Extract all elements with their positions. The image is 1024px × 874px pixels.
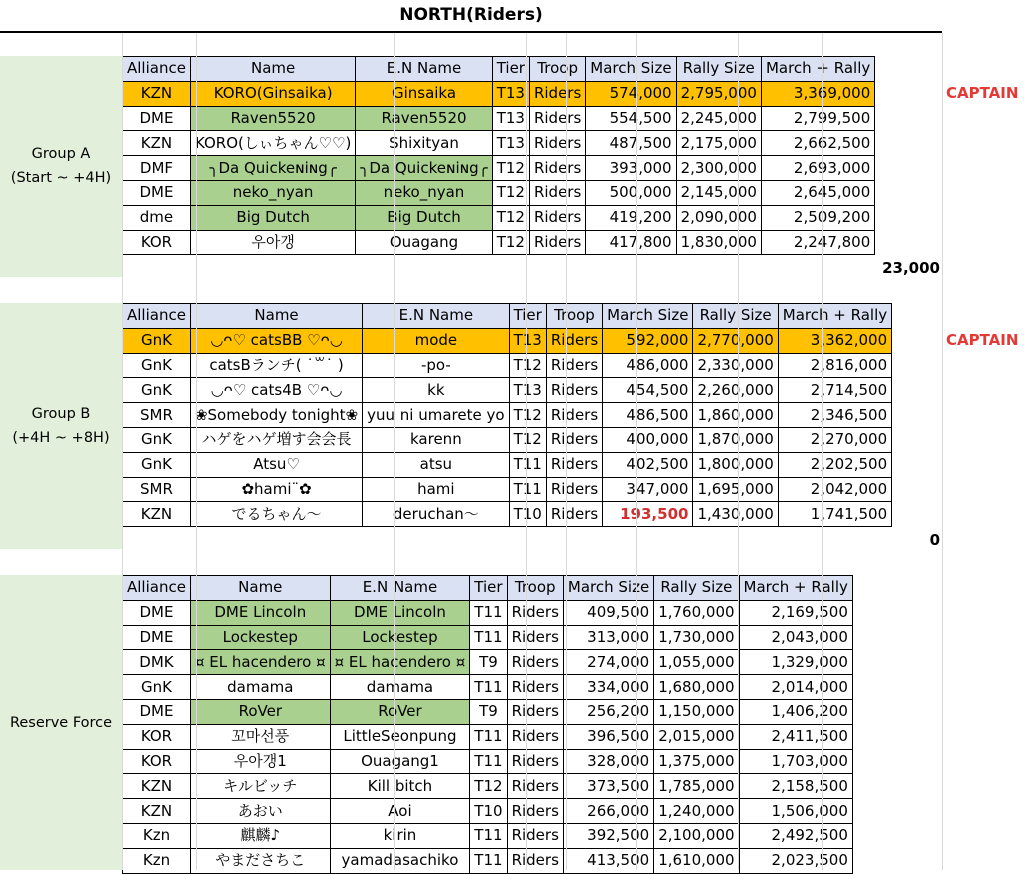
cell-name[interactable]: ◡ᴖ♡ catsBB ♡ᴖ◡: [190, 328, 362, 353]
cell-sum[interactable]: 2,346,500: [778, 403, 891, 428]
cell-rally[interactable]: 1,695,000: [693, 477, 778, 502]
cell-troop[interactable]: Riders: [507, 774, 563, 799]
header-row: [123, 304, 892, 329]
cell-name[interactable]: ╮Da Quickeɴiɴg╭: [190, 156, 355, 181]
cell-en[interactable]: Ouagang1: [330, 749, 470, 774]
cell-en[interactable]: -po-: [363, 353, 509, 378]
table-row[interactable]: [123, 131, 875, 156]
cell-rally[interactable]: 1,800,000: [693, 452, 778, 477]
roster-table: [122, 575, 853, 874]
cell-troop[interactable]: Riders: [546, 477, 602, 502]
cell-alliance[interactable]: GnK: [123, 452, 191, 477]
column-header[interactable]: Tier: [509, 304, 546, 329]
column-header[interactable]: Name: [190, 304, 362, 329]
cell-troop[interactable]: Riders: [546, 328, 602, 353]
cell-en[interactable]: Lockestep: [330, 625, 470, 650]
table-row[interactable]: [123, 823, 853, 848]
cell-sum[interactable]: 1,703,000: [739, 749, 852, 774]
cell-tier[interactable]: T13: [492, 106, 529, 131]
gridline: [394, 33, 395, 870]
cell-alliance[interactable]: GnK: [123, 427, 191, 452]
cell-rally[interactable]: 2,770,000: [693, 328, 778, 353]
cell-en[interactable]: RoVer: [330, 699, 470, 724]
cell-tier[interactable]: T11: [509, 452, 546, 477]
cell-troop[interactable]: Riders: [529, 81, 585, 106]
table-row[interactable]: [123, 699, 853, 724]
gridline: [822, 33, 823, 870]
cell-alliance[interactable]: DMK: [123, 650, 191, 675]
cell-en[interactable]: kirin: [330, 823, 470, 848]
cell-en[interactable]: karenn: [363, 427, 509, 452]
cell-tier[interactable]: T11: [470, 625, 507, 650]
cell-march[interactable]: 574,000: [586, 81, 676, 106]
cell-name[interactable]: でるちゃん〜: [190, 502, 362, 527]
column-header[interactable]: Rally Size: [693, 304, 778, 329]
cell-alliance[interactable]: KZN: [123, 799, 191, 824]
cell-en[interactable]: deruchan〜: [363, 502, 509, 527]
cell-name[interactable]: Big Dutch: [190, 205, 355, 230]
cell-troop[interactable]: Riders: [507, 650, 563, 675]
cell-sum[interactable]: 2,816,000: [778, 353, 891, 378]
column-header[interactable]: Name: [190, 57, 355, 82]
gridline: [526, 33, 527, 870]
cell-alliance[interactable]: KOR: [123, 724, 191, 749]
cell-sum[interactable]: 1,506,000: [739, 799, 852, 824]
table-row[interactable]: [123, 205, 875, 230]
cell-march[interactable]: 486,000: [603, 353, 693, 378]
cell-tier[interactable]: T12: [492, 156, 529, 181]
cell-alliance[interactable]: GnK: [123, 328, 191, 353]
cell-name[interactable]: ❀Somebody tonight❀: [190, 403, 362, 428]
table-row[interactable]: [123, 353, 892, 378]
cell-rally[interactable]: 1,760,000: [654, 600, 739, 625]
cell-alliance[interactable]: DME: [123, 600, 191, 625]
cell-march[interactable]: 266,000: [563, 799, 653, 824]
table-row[interactable]: [123, 774, 853, 799]
cell-rally[interactable]: 1,240,000: [654, 799, 739, 824]
column-header[interactable]: E.N Name: [363, 304, 509, 329]
cell-rally[interactable]: 1,785,000: [654, 774, 739, 799]
cell-march[interactable]: 396,500: [563, 724, 653, 749]
cell-en[interactable]: Ouagang: [356, 230, 492, 255]
cell-name[interactable]: Raven5520: [190, 106, 355, 131]
column-header[interactable]: March Size: [563, 576, 653, 601]
table-row[interactable]: [123, 675, 853, 700]
cell-alliance[interactable]: GnK: [123, 353, 191, 378]
table-row[interactable]: [123, 378, 892, 403]
cell-name[interactable]: やまださちこ: [190, 848, 330, 873]
cell-sum[interactable]: 2,714,500: [778, 378, 891, 403]
cell-troop[interactable]: Riders: [546, 378, 602, 403]
table-row[interactable]: [123, 650, 853, 675]
cell-name[interactable]: 우아갱1: [190, 749, 330, 774]
cell-march[interactable]: 500,000: [586, 180, 676, 205]
cell-troop[interactable]: Riders: [507, 724, 563, 749]
cell-sum[interactable]: 2,645,000: [761, 180, 874, 205]
cell-name[interactable]: キルビッチ: [190, 774, 330, 799]
cell-rally[interactable]: 2,100,000: [654, 823, 739, 848]
cell-sum[interactable]: 2,662,500: [761, 131, 874, 156]
table-row[interactable]: [123, 403, 892, 428]
cell-alliance[interactable]: GnK: [123, 675, 191, 700]
cell-tier[interactable]: T9: [470, 650, 507, 675]
cell-march[interactable]: 417,800: [586, 230, 676, 255]
cell-name[interactable]: ハゲをハゲ増す会会長: [190, 427, 362, 452]
cell-rally[interactable]: 2,145,000: [676, 180, 761, 205]
table-row[interactable]: [123, 749, 853, 774]
group-total[interactable]: 23,000: [882, 259, 940, 278]
cell-tier[interactable]: T12: [509, 403, 546, 428]
column-header[interactable]: Tier: [470, 576, 507, 601]
cell-march[interactable]: 419,200: [586, 205, 676, 230]
cell-rally[interactable]: 1,150,000: [654, 699, 739, 724]
cell-troop[interactable]: Riders: [529, 156, 585, 181]
table-row[interactable]: [123, 502, 892, 527]
cell-march[interactable]: 413,500: [563, 848, 653, 873]
column-header[interactable]: Name: [190, 576, 330, 601]
cell-troop[interactable]: Riders: [507, 699, 563, 724]
cell-march[interactable]: 400,000: [603, 427, 693, 452]
cell-rally[interactable]: 2,795,000: [676, 81, 761, 106]
group-label-text: Group B (+4H ~ +8H): [12, 405, 110, 446]
cell-troop[interactable]: Riders: [529, 106, 585, 131]
cell-en[interactable]: DME Lincoln: [330, 600, 470, 625]
cell-sum[interactable]: 3,369,000: [761, 81, 874, 106]
cell-en[interactable]: Raven5520: [356, 106, 492, 131]
cell-en[interactable]: atsu: [363, 452, 509, 477]
cell-tier[interactable]: T9: [470, 699, 507, 724]
gridline: [738, 33, 739, 870]
group-label-text: Reserve Force: [9, 714, 113, 731]
cell-march[interactable]: 486,500: [603, 403, 693, 428]
cell-alliance[interactable]: KZN: [123, 131, 191, 156]
column-header[interactable]: E.N Name: [330, 576, 470, 601]
column-header[interactable]: Troop: [546, 304, 602, 329]
cell-sum[interactable]: 3,362,000: [778, 328, 891, 353]
cell-en[interactable]: yuu ni umarete yo: [363, 403, 509, 428]
cell-tier[interactable]: T11: [470, 823, 507, 848]
table-row[interactable]: [123, 799, 853, 824]
cell-rally[interactable]: 1,055,000: [654, 650, 739, 675]
group-label-text: Group A (Start ~ +4H): [10, 146, 112, 187]
cell-troop[interactable]: Riders: [529, 230, 585, 255]
cell-name[interactable]: 꼬마선풍: [190, 724, 330, 749]
cell-en[interactable]: Shixityan: [356, 131, 492, 156]
gridline: [942, 33, 943, 870]
cell-tier[interactable]: T11: [470, 675, 507, 700]
cell-en[interactable]: hami: [363, 477, 509, 502]
cell-tier[interactable]: T10: [509, 502, 546, 527]
cell-name[interactable]: RoVer: [190, 699, 330, 724]
table-row[interactable]: [123, 452, 892, 477]
cell-rally[interactable]: 1,870,000: [693, 427, 778, 452]
roster-table: [122, 303, 892, 527]
cell-troop[interactable]: Riders: [507, 675, 563, 700]
column-header[interactable]: March Size: [586, 57, 676, 82]
cell-march[interactable]: 313,000: [563, 625, 653, 650]
cell-tier[interactable]: T13: [509, 378, 546, 403]
group-label[interactable]: [0, 56, 122, 277]
cell-march[interactable]: 487,500: [586, 131, 676, 156]
gridline: [122, 33, 123, 870]
table-row[interactable]: [123, 180, 875, 205]
cell-en[interactable]: LittleSeonpung: [330, 724, 470, 749]
cell-alliance[interactable]: KOR: [123, 230, 191, 255]
cell-name[interactable]: 우아갱: [190, 230, 355, 255]
cell-sum[interactable]: 2,693,000: [761, 156, 874, 181]
cell-march[interactable]: 409,500: [563, 600, 653, 625]
column-header[interactable]: Rally Size: [676, 57, 761, 82]
cell-alliance[interactable]: Kzn: [123, 848, 191, 873]
cell-rally[interactable]: 1,830,000: [676, 230, 761, 255]
cell-march[interactable]: 373,500: [563, 774, 653, 799]
cell-march[interactable]: 328,000: [563, 749, 653, 774]
cell-en[interactable]: Aoi: [330, 799, 470, 824]
cell-en[interactable]: Ginsaika: [356, 81, 492, 106]
cell-name[interactable]: Lockestep: [190, 625, 330, 650]
cell-alliance[interactable]: GnK: [123, 378, 191, 403]
cell-name[interactable]: catsBランチ( ˙꒳˙ ): [190, 353, 362, 378]
cell-rally[interactable]: 1,730,000: [654, 625, 739, 650]
table-row[interactable]: [123, 625, 853, 650]
group-label[interactable]: [0, 575, 122, 870]
cell-troop[interactable]: Riders: [546, 502, 602, 527]
column-header[interactable]: March Size: [603, 304, 693, 329]
table-row[interactable]: [123, 156, 875, 181]
cell-alliance[interactable]: KOR: [123, 749, 191, 774]
cell-alliance[interactable]: DME: [123, 625, 191, 650]
sheet-title[interactable]: NORTH(Riders): [0, 0, 942, 33]
cell-tier[interactable]: T11: [509, 477, 546, 502]
table-row[interactable]: [123, 848, 853, 873]
header-row: [123, 576, 853, 601]
cell-tier[interactable]: T12: [470, 774, 507, 799]
cell-march[interactable]: 402,500: [603, 452, 693, 477]
cell-tier[interactable]: T12: [492, 180, 529, 205]
cell-troop[interactable]: Riders: [546, 353, 602, 378]
cell-march[interactable]: 274,000: [563, 650, 653, 675]
roster-table: [122, 56, 875, 255]
cell-name[interactable]: ◡ᴖ♡ cats4B ♡ᴖ◡: [190, 378, 362, 403]
cell-troop[interactable]: Riders: [546, 452, 602, 477]
cell-march[interactable]: 392,500: [563, 823, 653, 848]
cell-en[interactable]: damama: [330, 675, 470, 700]
cell-sum[interactable]: 2,247,800: [761, 230, 874, 255]
cell-name[interactable]: ¤ EL hacendero ¤: [190, 650, 330, 675]
cell-rally[interactable]: 1,375,000: [654, 749, 739, 774]
column-header[interactable]: Tier: [492, 57, 529, 82]
cell-alliance[interactable]: KZN: [123, 774, 191, 799]
cell-tier[interactable]: T12: [509, 353, 546, 378]
cell-tier[interactable]: T11: [470, 600, 507, 625]
cell-tier[interactable]: T11: [470, 848, 507, 873]
cell-rally[interactable]: 2,175,000: [676, 131, 761, 156]
group-label[interactable]: [0, 303, 122, 549]
cell-sum[interactable]: 1,406,200: [739, 699, 852, 724]
cell-alliance[interactable]: SMR: [123, 403, 191, 428]
cell-name[interactable]: DME Lincoln: [190, 600, 330, 625]
cell-name[interactable]: 麒麟♪: [190, 823, 330, 848]
cell-sum[interactable]: 2,042,000: [778, 477, 891, 502]
cell-name[interactable]: neko_nyan: [190, 180, 355, 205]
cell-troop[interactable]: Riders: [546, 403, 602, 428]
table-row[interactable]: [123, 427, 892, 452]
table-row[interactable]: [123, 106, 875, 131]
cell-en[interactable]: Kill bitch: [330, 774, 470, 799]
column-header[interactable]: March + Rally: [778, 304, 891, 329]
cell-rally[interactable]: 2,330,000: [693, 353, 778, 378]
cell-sum[interactable]: 1,329,000: [739, 650, 852, 675]
cell-sum[interactable]: 2,270,000: [778, 427, 891, 452]
cell-rally[interactable]: 1,610,000: [654, 848, 739, 873]
cell-tier[interactable]: T12: [492, 230, 529, 255]
column-header[interactable]: Rally Size: [654, 576, 739, 601]
cell-sum[interactable]: 2,158,500: [739, 774, 852, 799]
cell-en[interactable]: mode: [363, 328, 509, 353]
cell-troop[interactable]: Riders: [507, 600, 563, 625]
table-row[interactable]: [123, 724, 853, 749]
cell-rally[interactable]: 2,260,000: [693, 378, 778, 403]
cell-rally[interactable]: 2,300,000: [676, 156, 761, 181]
cell-sum[interactable]: 2,014,000: [739, 675, 852, 700]
column-header[interactable]: March + Rally: [739, 576, 852, 601]
cell-tier[interactable]: T13: [492, 131, 529, 156]
cell-march[interactable]: 256,200: [563, 699, 653, 724]
cell-sum[interactable]: 2,799,500: [761, 106, 874, 131]
cell-name[interactable]: damama: [190, 675, 330, 700]
cell-alliance[interactable]: SMR: [123, 477, 191, 502]
gridline: [196, 33, 197, 870]
cell-name[interactable]: KORO(Ginsaika): [190, 81, 355, 106]
group-total[interactable]: 0: [929, 531, 940, 550]
table-row[interactable]: [123, 600, 853, 625]
cell-alliance[interactable]: DME: [123, 180, 191, 205]
cell-alliance[interactable]: KZN: [123, 81, 191, 106]
cell-tier[interactable]: T11: [470, 749, 507, 774]
column-header[interactable]: March + Rally: [761, 57, 874, 82]
cell-alliance[interactable]: Kzn: [123, 823, 191, 848]
cell-name[interactable]: Atsu♡: [190, 452, 362, 477]
gridline: [636, 33, 637, 870]
cell-sum[interactable]: 2,043,000: [739, 625, 852, 650]
cell-march[interactable]: 554,500: [586, 106, 676, 131]
cell-rally[interactable]: 2,090,000: [676, 205, 761, 230]
cell-rally[interactable]: 2,015,000: [654, 724, 739, 749]
cell-march[interactable]: 592,000: [603, 328, 693, 353]
cell-troop[interactable]: Riders: [529, 180, 585, 205]
cell-troop[interactable]: Riders: [529, 131, 585, 156]
cell-tier[interactable]: T13: [492, 81, 529, 106]
cell-troop[interactable]: Riders: [546, 427, 602, 452]
cell-troop[interactable]: Riders: [507, 749, 563, 774]
column-header[interactable]: Alliance: [123, 576, 191, 601]
cell-rally[interactable]: 1,860,000: [693, 403, 778, 428]
cell-march[interactable]: 193,500: [603, 502, 693, 527]
cell-troop[interactable]: Riders: [507, 625, 563, 650]
cell-name[interactable]: ✿hami¨✿: [190, 477, 362, 502]
cell-name[interactable]: KORO(しぃちゃん♡♡): [190, 131, 355, 156]
cell-sum[interactable]: 2,492,500: [739, 823, 852, 848]
column-header[interactable]: Alliance: [123, 57, 191, 82]
table-row[interactable]: [123, 230, 875, 255]
cell-rally[interactable]: 1,430,000: [693, 502, 778, 527]
cell-march[interactable]: 393,000: [586, 156, 676, 181]
cell-sum[interactable]: 2,169,500: [739, 600, 852, 625]
cell-march[interactable]: 454,500: [603, 378, 693, 403]
captain-note: CAPTAIN: [946, 330, 1019, 349]
column-header[interactable]: Troop: [529, 57, 585, 82]
captain-note: CAPTAIN: [946, 83, 1019, 102]
cell-troop[interactable]: Riders: [507, 799, 563, 824]
cell-name[interactable]: あおい: [190, 799, 330, 824]
gridline: [566, 33, 567, 870]
cell-march[interactable]: 334,000: [563, 675, 653, 700]
cell-march[interactable]: 347,000: [603, 477, 693, 502]
cell-alliance[interactable]: dme: [123, 205, 191, 230]
cell-en[interactable]: Big Dutch: [356, 205, 492, 230]
cell-en[interactable]: ¤ EL hacendero ¤: [330, 650, 470, 675]
cell-sum[interactable]: 1,741,500: [778, 502, 891, 527]
cell-tier[interactable]: T11: [470, 724, 507, 749]
cell-alliance[interactable]: KZN: [123, 502, 191, 527]
cell-sum[interactable]: 2,411,500: [739, 724, 852, 749]
cell-sum[interactable]: 2,509,200: [761, 205, 874, 230]
table-row[interactable]: [123, 328, 892, 353]
cell-rally[interactable]: 1,680,000: [654, 675, 739, 700]
cell-en[interactable]: neko_nyan: [356, 180, 492, 205]
cell-rally[interactable]: 2,245,000: [676, 106, 761, 131]
cell-troop[interactable]: Riders: [507, 823, 563, 848]
cell-tier[interactable]: T13: [509, 328, 546, 353]
column-header[interactable]: E.N Name: [356, 57, 492, 82]
cell-en[interactable]: yamadasachiko: [330, 848, 470, 873]
cell-troop[interactable]: Riders: [529, 205, 585, 230]
column-header[interactable]: Alliance: [123, 304, 191, 329]
header-row: [123, 57, 875, 82]
column-header[interactable]: Troop: [507, 576, 563, 601]
cell-tier[interactable]: T12: [509, 427, 546, 452]
cell-alliance[interactable]: DME: [123, 106, 191, 131]
cell-troop[interactable]: Riders: [507, 848, 563, 873]
table-row[interactable]: [123, 81, 875, 106]
table-row[interactable]: [123, 477, 892, 502]
cell-sum[interactable]: 2,023,500: [739, 848, 852, 873]
cell-en[interactable]: kk: [363, 378, 509, 403]
cell-tier[interactable]: T12: [492, 205, 529, 230]
cell-alliance[interactable]: DME: [123, 699, 191, 724]
cell-en[interactable]: ╮Da Quickeɴiɴg╭: [356, 156, 492, 181]
cell-sum[interactable]: 2,202,500: [778, 452, 891, 477]
cell-alliance[interactable]: DMF: [123, 156, 191, 181]
cell-tier[interactable]: T10: [470, 799, 507, 824]
